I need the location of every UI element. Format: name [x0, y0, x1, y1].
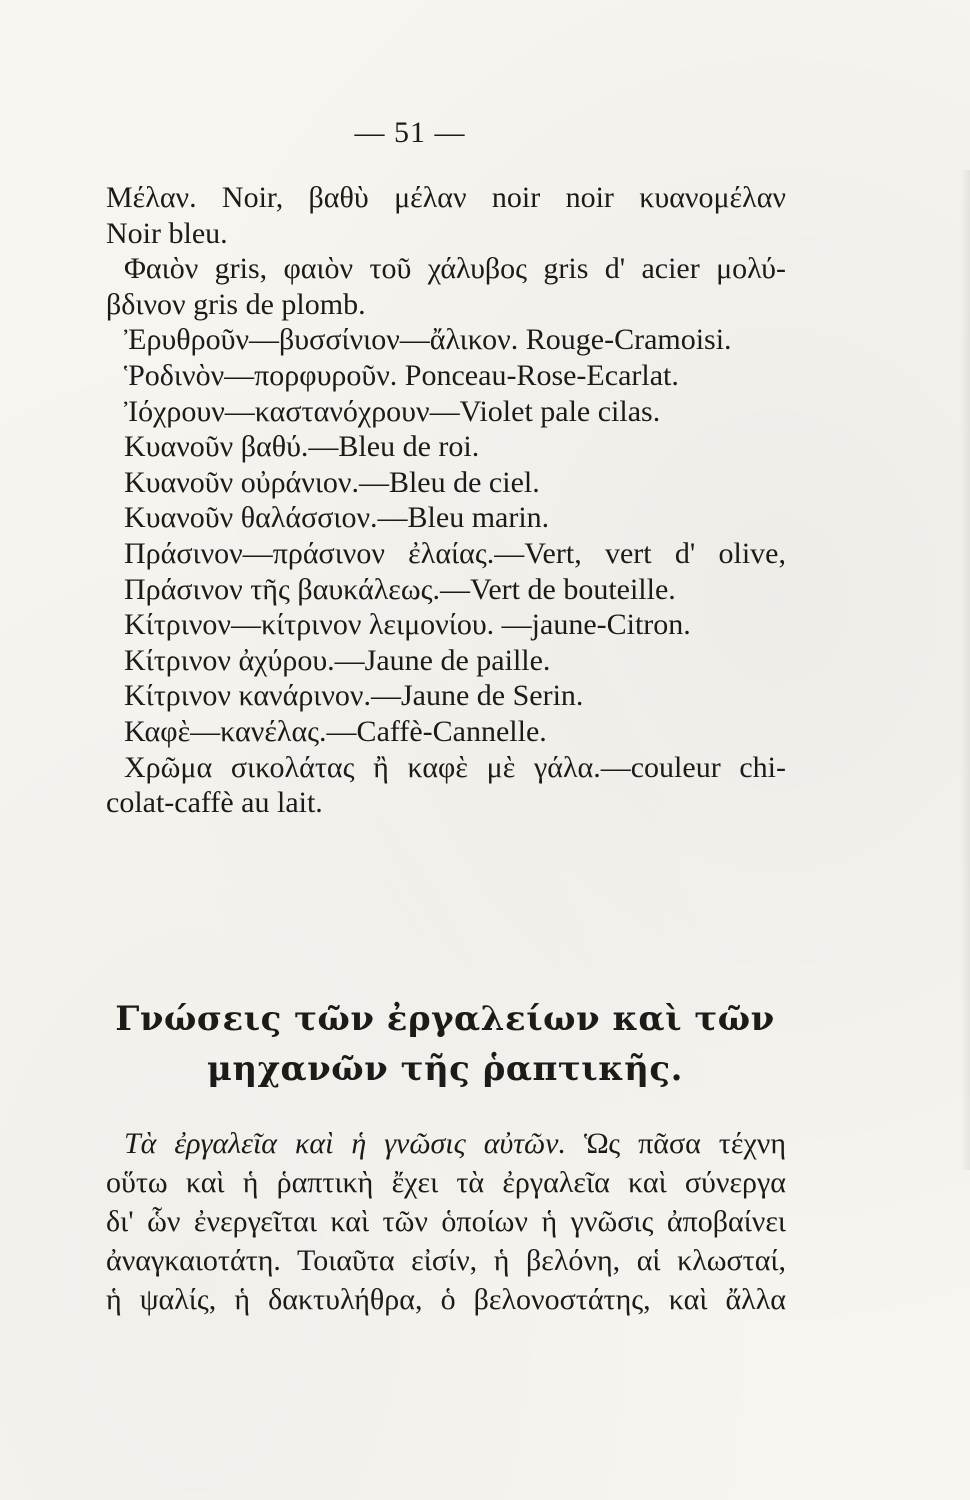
color-glossary [106, 180, 786, 821]
paragraph-lead: Τὰ ἐργαλεῖα καὶ ἡ γνῶσις αὐτῶν. [124, 1127, 566, 1160]
text-line: Κίτρινον ἀχύρου.—Jaune de paille. [124, 643, 551, 677]
text-line: Καφὲ—κανέλας.—Caffè-Cannelle. [124, 714, 547, 748]
text-line: Μέλαν. Noir, βαθὺ μέλαν noir noir κυανομέλαν [106, 181, 786, 214]
text-line: Κυανοῦν οὐράνιον.—Bleu de ciel. [124, 465, 540, 499]
text-line: Ἰόχρουν—καστανόχρουν—Violet pale cilas. [124, 394, 661, 428]
text-line: Πράσινον—πράσινον ἐλαίας.—Vert, vert d' olive, [124, 536, 786, 570]
section-heading-line: Γνώσεις τῶν ἐργαλείων καὶ τῶν [115, 999, 775, 1039]
paragraph-line: ἀναγκαιοτάτη. Τοιαῦτα εἰσίν, ἡ βελόνη, αἱ κλωσταί, [106, 1244, 786, 1277]
text-line: Χρῶμα σικολάτας ἢ καφὲ μὲ γάλα.—couleur chi- [124, 750, 786, 784]
text-line: Ἐρυθροῦν—βυσσίνιον—ἄλικον. Rouge-Cramoisi. [124, 323, 732, 357]
page-number: — 51 — [354, 116, 466, 149]
paragraph-line: δι' ὧν ἐνεργεῖται καὶ τῶν ὁποίων ἡ γνῶσις ἀποβαίνει [106, 1205, 786, 1238]
text-line: Φαιὸν gris, φαιὸν τοῦ χάλυβος gris d' acier μολύ- [124, 252, 786, 286]
paragraph-line [106, 1124, 786, 1163]
text-line: Κυανοῦν θαλάσσιον.—Bleu marin. [124, 501, 550, 535]
paragraph-line: ἡ ψαλίς, ἡ δακτυλήθρα, ὁ βελονοστάτης, καὶ ἄλλα [106, 1283, 786, 1316]
text-line: Ῥοδινὸν—πορφυροῦν. Ponceau-Rose-Ecarlat. [124, 358, 679, 392]
text-line: βδινον gris de plomb. [106, 287, 366, 321]
text-line: Noir bleu. [106, 216, 228, 250]
text-line: colat-caffè au lait. [106, 786, 323, 820]
paragraph-line: οὕτω καὶ ἡ ῥαπτικὴ ἔχει τὰ ἐργαλεῖα καὶ σύνεργα [106, 1166, 786, 1199]
section-heading-line: μηχανῶν τῆς ῥαπτικῆς. [207, 1049, 683, 1089]
page-edge-shadow [960, 170, 970, 1170]
section-heading [100, 994, 790, 1094]
paragraph-text: Ὡς πᾶσα τέχνη [583, 1127, 786, 1160]
text-line: Πράσινον τῆς βαυκάλεως.—Vert de bouteille. [124, 572, 676, 606]
text-line: Κυανοῦν βαθύ.—Bleu de roi. [124, 430, 480, 464]
body-paragraph [106, 1124, 786, 1319]
text-line: Κίτρινον—κίτρινον λειμονίου. —jaune-Citron. [124, 608, 691, 642]
text-line: Κίτρινον κανάρινον.—Jaune de Serin. [124, 679, 584, 713]
